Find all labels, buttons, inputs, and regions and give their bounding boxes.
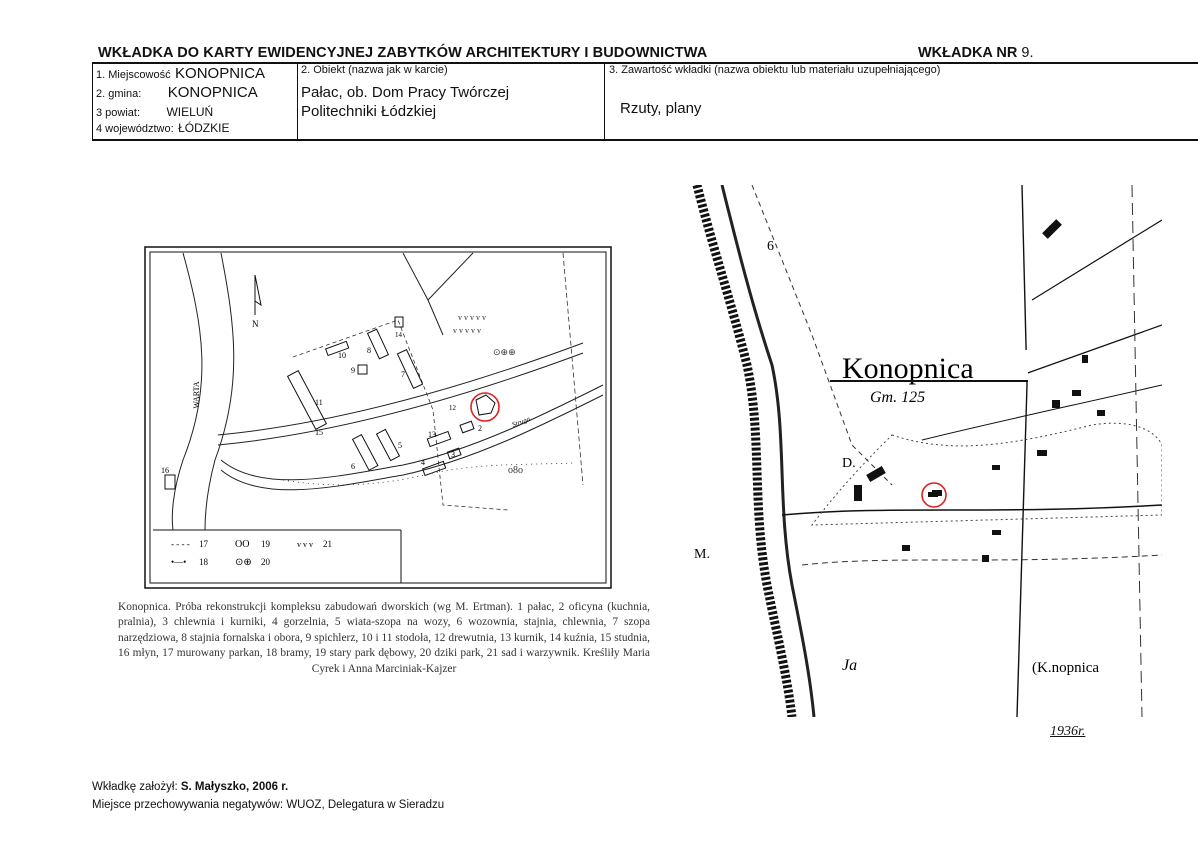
- stream-bank-1: [221, 385, 603, 480]
- legend-symbol-21: v v v: [297, 540, 313, 549]
- palace-building: [476, 395, 495, 415]
- plan-number-14: 14: [395, 331, 402, 339]
- plan-number-3: 3: [451, 450, 455, 459]
- river-name: WARTA: [192, 381, 201, 409]
- plan-number-12: 12: [449, 404, 456, 412]
- map-marker-d: D.: [842, 456, 856, 471]
- map-left-label: M.: [694, 547, 710, 562]
- town-value: KONOPNICA: [175, 65, 266, 82]
- table-divider-1: [297, 62, 298, 140]
- voivodeship-label: 4 województwo:: [96, 123, 174, 135]
- building-9: [358, 365, 367, 374]
- river-bank-right: [205, 253, 234, 530]
- building-7: [397, 350, 422, 389]
- map-place-name: Konopnica: [842, 352, 974, 385]
- legend-num-20: 20: [261, 557, 270, 567]
- plan-number-13: 13: [428, 430, 436, 439]
- stream-name: Struga: [510, 414, 532, 429]
- plan-caption: Konopnica. Próba rekonstrukcji kompleksu zabudowań dworskich (wg M. Ertman). 1 pałac, 2 oficyna (kuchnia, pralnia), 3 chlewnia i kurniki, 4 gorzelnia, 5 wiata-szopa na wozy, 6 wozownia, stajnia, chlewnia, 7 szopa narzędziowa, 8 stajnia fornalska i obora, 9 spichlerz, 10 i 11 stodoła, 12 drewutnia, 13 kurnik, 14 kuźnia, 15 studnia, 16 młyn, 17 murowany parkan, 18 bramy, 19 stary park dębowy, 20 dziki park, 21 sad i warzywnik. Kreśliły Maria Cyrek i Anna Marciniak-Kajzer: [118, 601, 650, 675]
- historical-map: [692, 185, 1162, 717]
- boundary-line: [563, 253, 583, 485]
- plan-number-4: 4: [421, 458, 425, 467]
- object-label: 2. Obiekt (nazwa jak w karcie): [301, 64, 448, 76]
- insert-label: WKŁADKA NR: [918, 45, 1018, 61]
- card-title: WKŁADKA DO KARTY EWIDENCYJNEJ ZABYTKÓW ARCHITEKTURY I BUDOWNICTWA: [98, 45, 708, 61]
- plan-number-10: 10: [338, 351, 346, 360]
- content-label: 3. Zawartość wkładki (nazwa obiektu lub materiału uzupełniającego): [609, 64, 941, 76]
- building-5: [377, 429, 400, 460]
- map-ja-label: Ja: [842, 657, 858, 674]
- legend-num-17: 17: [199, 539, 208, 549]
- voivodeship-value: ŁÓDZKIE: [178, 121, 230, 135]
- county-value: WIELUŃ: [166, 105, 214, 119]
- palace-highlight-circle: [471, 393, 499, 421]
- table-left-border: [92, 62, 93, 140]
- legend-num-18: 18: [199, 557, 208, 567]
- building-16: [165, 475, 175, 489]
- plan-number-5: 5: [398, 441, 402, 450]
- storage-row: [92, 799, 444, 811]
- plan-number-2: 2: [478, 424, 482, 433]
- founded-value: S. Małyszko, 2006 r.: [180, 781, 289, 793]
- estate-plan-drawing: [143, 245, 613, 590]
- plan-number-9: 9: [351, 366, 355, 375]
- commune-label: 2. gmina:: [96, 88, 142, 100]
- storage-label: Miejsce przechowywania negatywów:: [92, 799, 284, 811]
- voivodeship-row: [96, 119, 229, 137]
- map-bottom-label: (K.nopnica: [1032, 660, 1100, 676]
- legend-num-21: 21: [323, 539, 332, 549]
- legend-symbol-17: - - - -: [171, 539, 190, 549]
- object-line-1: Pałac, ob. Dom Pracy Twórczej: [301, 84, 510, 101]
- north-arrow-head: [255, 275, 261, 305]
- building-2: [460, 421, 474, 433]
- object-line-2: Politechniki Łódzkiej: [301, 103, 437, 120]
- table-divider-2: [604, 62, 605, 140]
- plan-number-7: 7: [401, 370, 405, 379]
- road-north: [403, 253, 473, 300]
- legend-symbol-20: ⊙⊕: [235, 557, 252, 568]
- founded-label: Wkładkę założył:: [92, 781, 178, 793]
- plan-number-11: 11: [315, 398, 323, 407]
- content-value: Rzuty, plany: [620, 100, 702, 117]
- legend-symbol-18: •—•: [171, 557, 187, 567]
- map-year: 1936r.: [1050, 724, 1086, 739]
- legend-symbol-19: OO: [235, 539, 250, 550]
- enclosure-wall: [293, 320, 508, 510]
- county-label: 3 powiat:: [96, 107, 141, 119]
- plan-number-6: 6: [351, 462, 355, 471]
- commune-row: [96, 84, 258, 102]
- town-row: [96, 65, 265, 83]
- insert-number: 9.: [1021, 45, 1034, 61]
- plan-number-16: 16: [161, 466, 169, 475]
- north-label: N: [252, 319, 259, 329]
- map-marker-6: 6: [767, 239, 774, 254]
- commune-value: KONOPNICA: [167, 84, 258, 101]
- orchard-symbols: v v v v v: [458, 313, 486, 322]
- insert-number-label: [918, 45, 1033, 61]
- plan-number-15: 15: [315, 428, 323, 437]
- map-elevation: Gm. 125: [870, 389, 926, 406]
- oak-park-symbols: o8o: [508, 465, 523, 476]
- building-4: [423, 461, 446, 475]
- plan-number-8: 8: [367, 346, 371, 355]
- stream-bank-2: [221, 395, 603, 490]
- legend-num-19: 19: [261, 539, 270, 549]
- town-label: 1. Miejscowość: [96, 69, 171, 81]
- road-north-2: [428, 300, 443, 335]
- map-background: [692, 185, 1162, 717]
- wild-park-symbols: ⊙⊕⊕: [493, 347, 516, 357]
- founded-row: [92, 781, 288, 793]
- orchard-symbols-2: v v v v v: [453, 326, 481, 335]
- storage-value: WUOZ, Delegatura w Sieradzu: [286, 799, 445, 811]
- table-bottom-border: [92, 139, 1198, 141]
- building-6: [353, 435, 378, 471]
